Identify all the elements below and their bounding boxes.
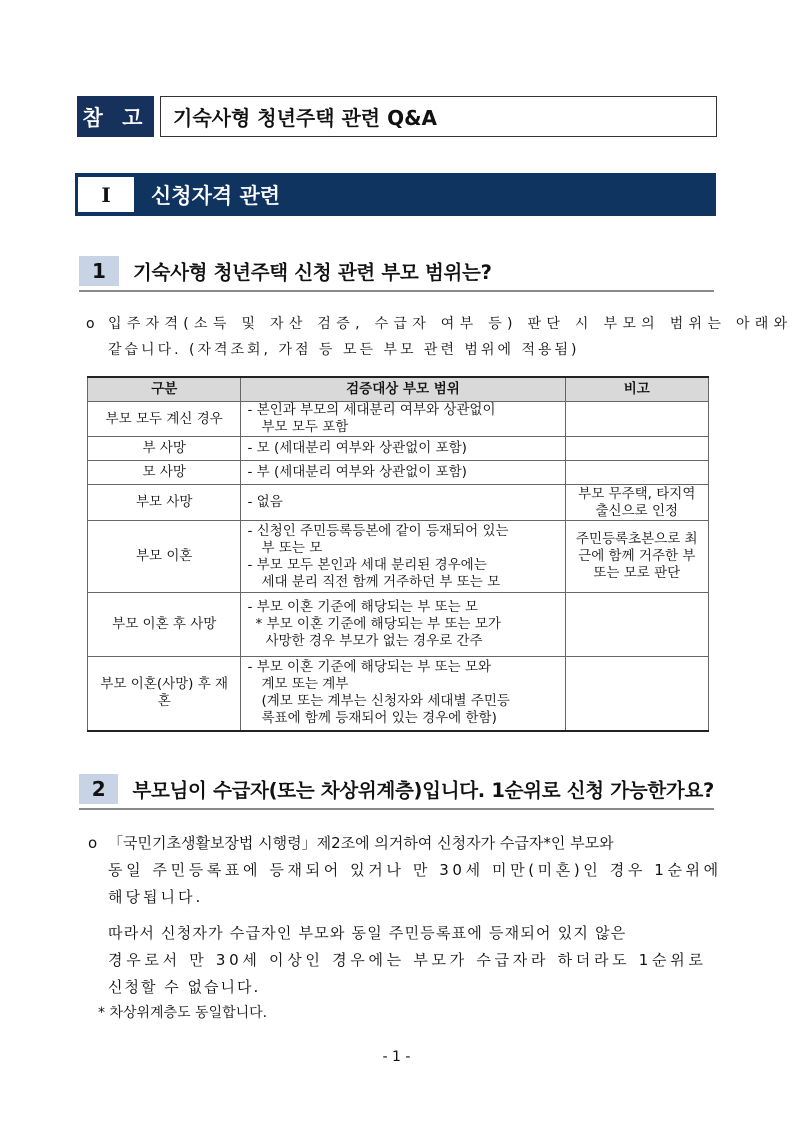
- reference-header: [77, 96, 717, 137]
- cell-line: 사망한 경우 부모가 없는 경우로 간주: [265, 633, 483, 649]
- table-cell: 부모 이혼(사망) 후 재혼: [88, 657, 241, 731]
- table-row: [88, 461, 709, 485]
- cell-line: (계모 또는 계부는 신청자와 세대별 주민등: [261, 693, 510, 710]
- table-cell: [565, 657, 708, 731]
- table-cell: [241, 521, 565, 593]
- bullet: o: [86, 316, 100, 332]
- question-number: 1: [79, 256, 119, 286]
- cell-line: - 부모 이혼 기준에 해당되는 부 또는 모와: [247, 659, 492, 676]
- footnote: * 차상위계층도 동일합니다.: [98, 1005, 268, 1021]
- table-cell: 주민등록초본으로 최근에 함께 거주한 부 또는 모로 판단: [565, 521, 708, 593]
- cell-line: - 본인과 부모의 세대분리 여부와 상관없이: [247, 402, 496, 418]
- table-cell: - 모 (세대분리 여부와 상관없이 포함): [241, 437, 565, 461]
- column-header: 구분: [88, 377, 241, 402]
- divider: [79, 290, 714, 292]
- table-cell: 부모 모두 계신 경우: [88, 402, 241, 437]
- cell-line: - 부모 이혼 기준에 해당되는 부 또는 모: [247, 599, 479, 615]
- table-cell: 부모 이혼: [88, 521, 241, 593]
- table-cell: 부모 무주택, 타지역 출신으로 인정: [565, 485, 708, 521]
- column-header: 비고: [565, 377, 708, 402]
- table-cell: [241, 657, 565, 731]
- reference-tag: 참 고: [77, 96, 154, 137]
- cell-line: 부 또는 모: [261, 539, 323, 556]
- table-row: [88, 593, 709, 657]
- section-banner: [75, 173, 716, 216]
- question-number: 2: [79, 774, 118, 804]
- cell-line: * 부모 이혼 기준에 해당되는 부 또는 모가: [255, 616, 501, 632]
- answer-text: 동일 주민등록표에 등재되어 있거나 만 30세 미만(미혼)인 경우 1순위에: [108, 861, 722, 879]
- question-2-heading: [79, 772, 714, 806]
- answer-text: 따라서 신청자가 수급자인 부모와 동일 주민등록표에 등재되어 있지 않은: [108, 924, 627, 942]
- cell-line: - 신청인 주민등록등본에 같이 등재되어 있는: [247, 522, 509, 539]
- question-title: 부모님이 수급자(또는 차상위계층)입니다. 1순위로 신청 가능한가요?: [132, 779, 714, 802]
- parent-scope-table: [87, 376, 709, 732]
- table-cell: - 없음: [241, 485, 565, 521]
- cell-line: 계모 또는 계부: [261, 676, 349, 693]
- bullet: o: [88, 834, 98, 852]
- answer-text: 같습니다. (자격조회, 가점 등 모든 부모 관련 범위에 적용됨): [108, 342, 580, 358]
- table-row: [88, 521, 709, 593]
- table-cell: [565, 461, 708, 485]
- cell-line: 록표에 함께 등재되어 있는 경우에 한함): [261, 710, 497, 727]
- section-number: Ⅰ: [78, 177, 134, 212]
- table-cell: [241, 402, 565, 437]
- question-1-heading: [79, 254, 714, 288]
- page-number: - 1 -: [382, 1049, 411, 1065]
- answer-text: 「국민기초생활보장법 시행령」제2조에 의거하여 신청자가 수급자*인 부모와: [108, 834, 614, 852]
- cell-line: 세대 분리 직전 함께 거주하던 부 또는 모: [261, 573, 501, 590]
- table-row: [88, 402, 709, 437]
- document-title: 기숙사형 청년주택 관련 Q&A: [160, 96, 717, 137]
- table-row: [88, 485, 709, 521]
- table-cell: 부모 사망: [88, 485, 241, 521]
- column-header: 검증대상 부모 범위: [241, 377, 565, 402]
- table-header-row: [88, 377, 709, 402]
- section-title: 신청자격 관련: [151, 183, 281, 208]
- table-cell: 모 사망: [88, 461, 241, 485]
- answer-text: 입주자격(소득 및 자산 검증, 수급자 여부 등) 판단 시 부모의 범위는 아래와: [108, 316, 793, 332]
- answer-text: 경우로서 만 30세 이상인 경우에는 부모가 수급자라 하더라도 1순위로: [108, 951, 707, 969]
- table-cell: [565, 437, 708, 461]
- cell-line: - 부모 모두 본인과 세대 분리된 경우에는: [247, 556, 487, 573]
- table-cell: [241, 593, 565, 657]
- divider: [79, 808, 714, 810]
- answer-text: 해당됩니다.: [108, 888, 204, 906]
- table-row: [88, 437, 709, 461]
- table-cell: [565, 593, 708, 657]
- answer-text: 신청할 수 없습니다.: [108, 978, 261, 996]
- question-title: 기숙사형 청년주택 신청 관련 부모 범위는?: [133, 261, 492, 284]
- answer-1-paragraph: [86, 311, 793, 363]
- table-cell: - 부 (세대분리 여부와 상관없이 포함): [241, 461, 565, 485]
- table-row: [88, 657, 709, 731]
- cell-line: 부모 모두 포함: [261, 419, 349, 435]
- answer-2-paragraph: [88, 830, 722, 1001]
- table-cell: [565, 402, 708, 437]
- table-cell: 부모 이혼 후 사망: [88, 593, 241, 657]
- table-cell: 부 사망: [88, 437, 241, 461]
